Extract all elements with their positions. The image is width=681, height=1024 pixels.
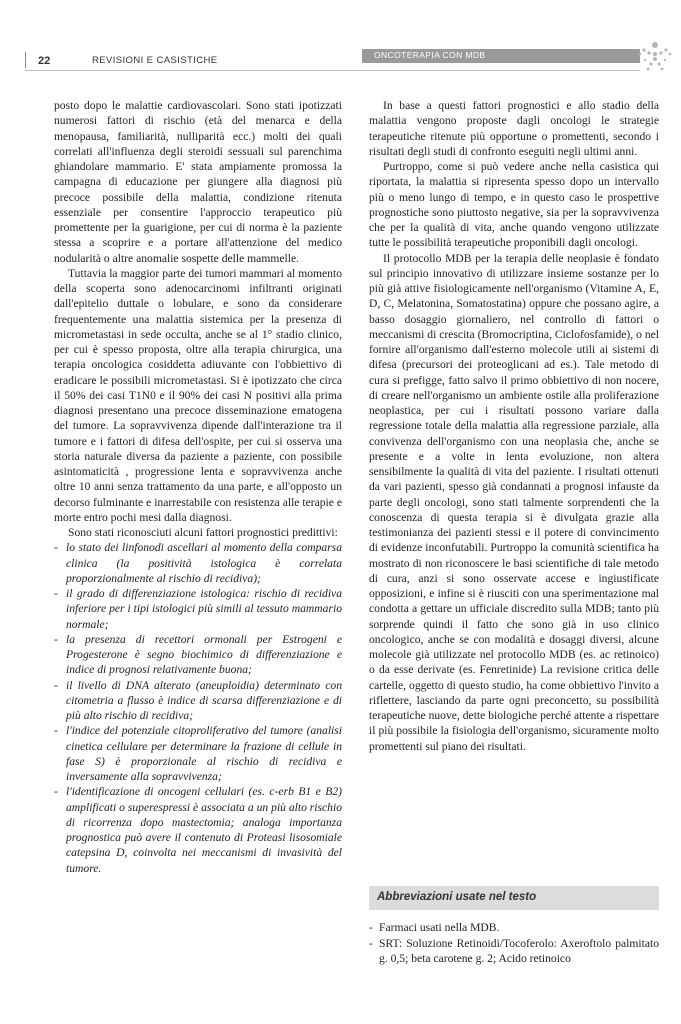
list-item: - la presenza di recettori ormonali per Estrogeni e Progesterone è segno biochimico di differenziazione e indice di prognosi relativamente buona; — [54, 632, 342, 677]
list-item: - SRT: Soluzione Retinoidi/Tocoferolo: Axeroftolo palmitato g. 0,5; beta carotene g. 2; Acido retinoico — [369, 936, 659, 965]
paragraph: In base a questi fattori prognostici e allo stadio della malattia vengono proposte dagli oncologi le strategie terapeutiche ritenute più opportune o promettenti, secondo i risultati degli studi di confronto eseguiti negli ultimi anni. — [369, 99, 659, 158]
list-item: - il livello di DNA alterato (aneuploidia) determinato con citometria a flusso è indice di scarsa differenziazione e di più alto rischio di recidiva; — [54, 678, 342, 722]
prognostic-factors-list — [54, 540, 342, 876]
paragraph: posto dopo le malattie cardiovascolari. Sono stati ipotizzati numerosi fattori di rischio (età del menarca e della menopausa, familiarità, nulliparità ecc.) molti dei quali correlati all'influenza degli steroidi sessuali sul parenchima ghiandolare mammario. E' stata ampiamente promossa la campagna di educazione per giungere alla diagnosi più precoce possibile della malattia, condizione ritenuta essenziale per consentire l'approccio terapeutico più promettente per la guarigione, per cui di norma è la paziente stessa a scoprire e a portare all'attenzione del medico nodularità o altre anomalie sospette delle mammelle. — [54, 99, 342, 265]
paragraph: Purtroppo, come si può vedere anche nella casistica qui riportata, la malattia si ripresenta spesso dopo un intervallo più o meno lungo di tempo, e in questo caso le prospettive prognostiche sono piuttosto negative, sia per la sopravvivenza che per la qualità di vita, anche quando vengono utilizzate tutte le possibilità terapeutiche proponibili dagli oncologi. — [369, 160, 659, 250]
running-title: REVISIONI E CASISTICHE — [92, 55, 218, 66]
list-item: - il grado di differenziazione istologica: rischio di recidiva inferiore per i tipi istologici più simili al tessuto mammario normale; — [54, 587, 342, 631]
list-item: - Farmaci usati nella MDB. — [369, 921, 500, 934]
list-item: - l'identificazione di oncogeni cellulari (es. c-erb B1 e B2) amplificati o superespressi è associata a un più alto rischio di ricorrenza dopo mastectomia; analoga importanza prognostica può avere il contenuto di Proteasi lisosomiale catepsina D, coinvolta nei meccanismi di invasività del tumore. — [54, 785, 342, 875]
list-item: - l'indice del potenziale citoproliferativo del tumore (analisi cinetica cellulare per determinare la frazione di cellule in fase S) è proporzionale al rischio di recidiva e inversamente alla sopravvivenza; — [54, 724, 342, 783]
section-heading: Abbreviazioni usate nel testo — [377, 891, 537, 903]
paragraph: Tuttavia la maggior parte dei tumori mammari al momento della scoperta sono adenocarcinomi infiltranti originati dall'epitelio duttale o lobulare, e sono da considerare frequentemente una malattia sistemica per la presenza di micrometastasi in sede occulta, anche se al 1° stadio clinico, per cui è spesso proposta, oltre alla terapia chirurgica, una terapia oncologica cosiddetta adiuvante con l'obbiettivo di eradicare le possibili micrometastasi. Si è ipotizzato che circa il 50% dei casi T1N0 e il 90% dei casi N positivi alla prima diagnosi presentano una precoce disseminazione ematogena del tumore. La sopravvivenza dipende dall'interazione tra il tumore e i fattori di difesa dell'ospite, per cui si osserva una storia naturale diversa da paziente a paziente, con possibile asintomaticità , progressione lenta e sopravvivenza anche oltre 10 anni senza trattamento da una parte, e all'opposto un decorso fulminante e inarrestabile con resistenza alle terapie e morte entro pochi mesi dalla diagnosi. — [54, 266, 342, 524]
abbreviations-list — [369, 920, 659, 967]
header-band — [362, 49, 640, 63]
left-column — [54, 98, 342, 876]
paragraph: Sono stati riconosciuti alcuni fattori prognostici predittivi: — [68, 526, 338, 539]
section-heading-box — [369, 886, 659, 910]
right-column — [369, 98, 659, 754]
dotted-figure-logo-icon — [636, 40, 674, 72]
paragraph: Il protocollo MDB per la terapia delle neoplasie è fondato sul principio innovativo di utilizzare insieme sostanze per lo più già attive fisiologicamente nell'organismo (Vitamine A, E, D, C, Melatonina, Somatostatina) oppure che possano agire, a basso dosaggio giornaliero, nel controllo di fattori o meccanismi di crescita (Bromocriptina, Ciclofosfamide), o nel fornire all'organismo dall'esterno molecole utili ai sistemi di difesa (precursori dei proteoglicani ad es.). Tale metodo di cura si prefigge, fatto salvo il primo obbiettivo di non nocere, di creare nell'organismo un ambiente ostile alla proliferazione neoplastica, per cui i risultati possono variare dalla regressione totale della malattia alla regressione parziale, alla convivenza dell'organismo con una neoplasia che, anche se presente e a volte in lenta evoluzione, non altera sensibilmente la qualità di vita del paziente. I risultati ottenuti da vari pazienti, spesso già condannati a prognosi infauste da parte degli oncologi, sono stati talmente sorprendenti che la conoscenza di questa terapia si è divulgata grazie alla testimonianza dei pazienti stessi e il potere di convincimento di evidenze inconfutabili. Purtroppo la comunità scientifica ha mostrato di non riconoscere le basi scientifiche di tale metodo di cura, anzi si sono osservate accese e ingiustificate opposizioni, e infine si è riusciti con una sperimentazione mal condotta a gettare un ufficiale discredito sulla MDB; tanto più sorprende quindi il fatto che sono già in uso clinico oncologico, anche se con modalità e dosaggi diversi, alcune molecole già utilizzate nel protocollo MDB (es. ac retinoico) o da esse derivate (es. Fenretinide) La revisione critica delle cartelle, oggetto di questo studio, ha come obbiettivo l'invito a riflettere, lasciando da parte ogni preconcetto, su possibilità terapeutiche nuove, dette biologiche perché attente a rispettare il più possibile la fisiologia dell'organismo, sicuramente molto promettenti sul piano dei risultati. — [369, 251, 659, 753]
header-tick — [25, 52, 26, 68]
list-item: - lo stato dei linfonodi ascellari al momento della comparsa clinica (la positività istologica è correlata proporzionalmente al rischio di recidiva); — [54, 541, 342, 585]
page-number: 22 — [38, 55, 51, 67]
band-title: ONCOTERAPIA CON MDB — [374, 50, 486, 60]
header-rule — [25, 70, 640, 71]
